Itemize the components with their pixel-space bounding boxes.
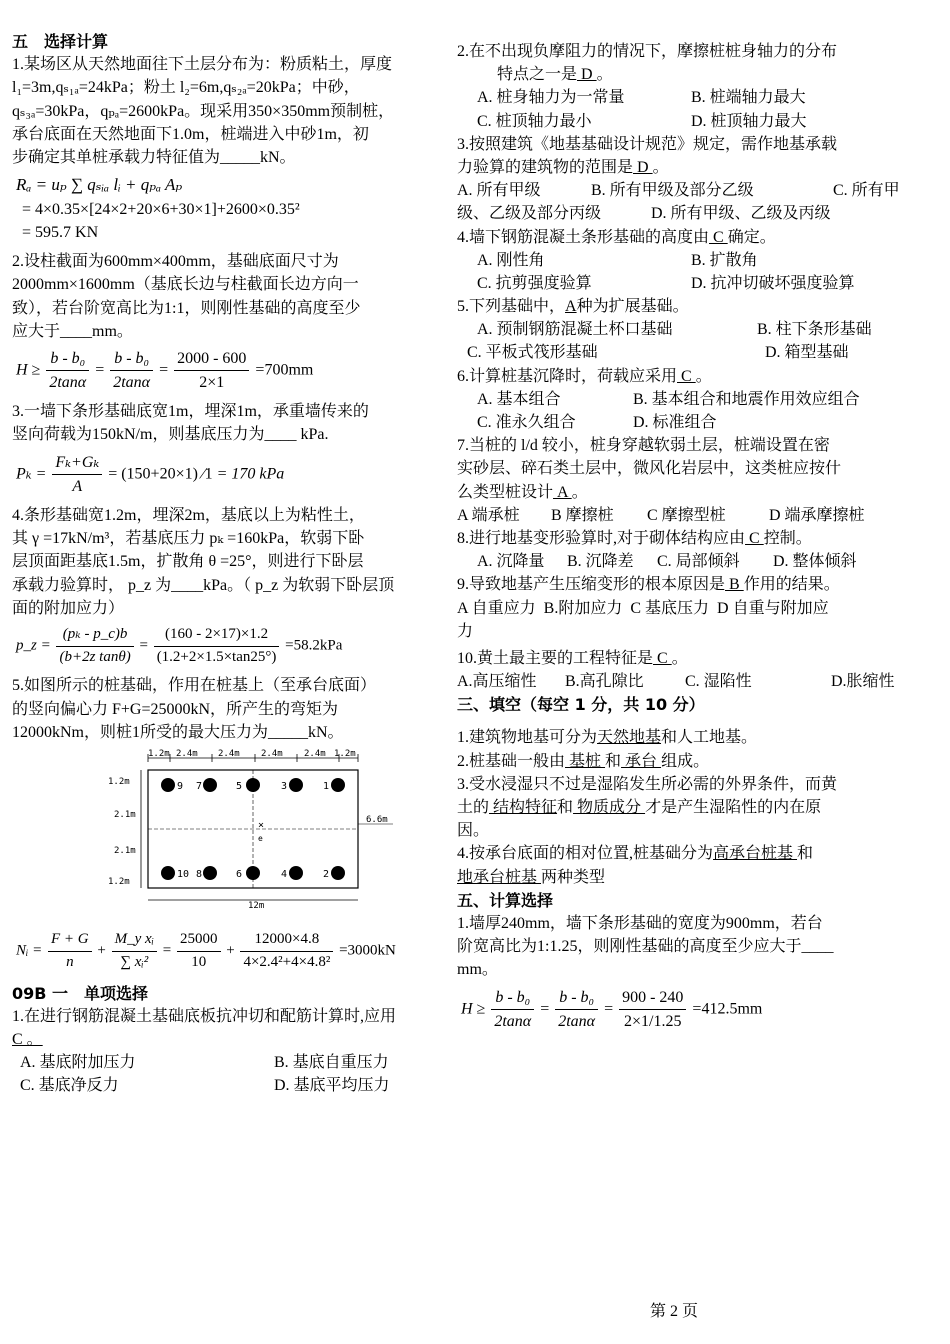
text-line: A 自重应力 B.附加应力 C 基底压力 D 自重与附加应 [457,599,829,617]
option-d: D.胀缩性 [831,673,895,691]
text-line: 其 γ =17kN/m³，若基底压力 pₖ =160kPa，软弱下卧 [12,530,365,548]
text-line: 承载力验算时， p_z 为____kPa。（ p_z 为软弱下卧层顶 [12,576,395,594]
numerator: Fₖ+Gₖ [52,451,102,475]
option-c-cont: 级、乙级及部分丙级 [457,205,602,223]
question-1 [12,53,444,169]
text-line: 地承台桩基 两种类型 [457,868,606,886]
text-line: 2.在不出现负摩阻力的情况下，摩擦桩桩身轴力的分布 [457,43,838,60]
answer: C [745,529,764,547]
center-mark: × [258,820,265,832]
option-b: B. 扩散角 [691,251,758,269]
option-d: D. 所有甲级、乙级及丙级 [651,205,831,223]
formula-lhs: Pₖ = [16,465,47,482]
formula-denominator: 1 [204,465,213,482]
option-c: C. 平板式筏形基础 [467,344,598,362]
pile-3 [289,778,303,792]
option-d: D. 整体倾斜 [773,553,857,571]
option-b: B.高孔隙比 [565,673,644,691]
answer: 高承台桩基 [713,845,798,863]
numerator: F + G [48,929,92,952]
option-row [457,411,917,434]
option-row [457,179,917,202]
option-b: B 摩擦桩 [551,506,614,524]
option-d: D. 抗冲切破坏强度验算 [691,274,855,292]
pile-label: 3 [281,781,288,793]
answer: 承台 [621,752,662,770]
left-dim-2: 2.1m [114,810,136,821]
right-column [457,40,917,1039]
option-c: C. 抗剪强度验算 [477,274,592,292]
text-line: 因。 [457,822,490,840]
text-line: 4.墙下钢筋混凝土条形基础的高度由 C 确定。 [457,228,776,246]
numerator: b - b₀ [46,347,89,371]
formula-lhs: H ≥ [16,361,41,379]
fraction [110,347,153,394]
answer: 天然地基 [597,729,662,747]
answer: A [553,483,572,501]
denominator: 10 [191,953,207,970]
option-b: B. 柱下条形基础 [757,321,872,339]
question-r3 [457,133,917,226]
text-line: 4.条形基础宽1.2m，埋深2m，基底以上为粘性土， [12,507,365,525]
text-line: 阶宽高比为1:1.25，则刚性基础的高度至少应大于____ [457,938,834,956]
answer: C [677,367,696,385]
pile-label: 4 [281,869,288,881]
e-label: e [258,834,263,844]
text-line: 承台底面在天然地面下1.0m，桩端进入中砂1m，初 [12,125,369,143]
text-line: 8.进行地基变形验算时,对于砌体结构应由 C 控制。 [457,529,812,547]
fraction [491,986,534,1033]
numerator: b - b₀ [110,347,153,371]
formula-lhs: p_z = [16,637,51,654]
text-line: 3.按照建筑《地基基础设计规范》规定，需作地基承载 [457,135,838,153]
option-a: A.高压缩性 [457,673,537,691]
formula-lhs: H ≥ [461,999,486,1017]
text-line: 1.墙厚240mm，墙下条形基础的宽度为900mm，若台 [457,914,823,932]
text-line: 2.桩基础一般由 基桩 和 承台 组成。 [457,752,710,770]
pile-label: 10 [177,869,190,881]
formula-line: Rₐ = uₚ ∑ qₛᵢₐ lᵢ + qₚₐ Aₚ [16,175,183,195]
option-c: C. 所有甲 [833,182,900,200]
option-c: C 摩擦型桩 [647,506,726,524]
option-d: D. 标准组合 [633,414,717,431]
text-line: 力验算的建筑物的范围是 D 。 [457,158,669,176]
denominator: n [66,953,74,970]
pile-label: 7 [196,781,203,793]
formula-line: = 595.7 KN [22,223,99,241]
pile-10 [161,866,175,880]
section-title: 五 选择计算 [12,32,109,51]
denominator: 2tanα [113,374,151,392]
option-row [457,670,917,693]
denominator: (1.2+2×1.5×tan25°) [156,648,277,665]
formula-q1 [16,173,444,244]
fraction [112,929,157,974]
numerator: 12000×4.8 [240,929,333,952]
numerator: 25000 [177,929,221,952]
option-c: C. 基底净反力 [20,1077,119,1095]
numerator: 900 - 240 [619,986,686,1010]
text-line: qₛ₃ₐ=30kPa，qₚₐ=2600kPa。现采用350×350mm预制桩， [12,102,395,120]
text-line: 1.某场区从天然地面往下土层分布为：粉质粘土，厚度 [12,56,393,74]
pile-row-bottom [161,866,345,880]
text-line: 力 [457,622,474,640]
text-line: l₁=3m,qₛ₁ₐ=24kPa；粉土 l₂=6m,qₛ₂ₐ=20kPa；中砂， [12,79,360,97]
option-b: B. 基本组合和地震作用效应组合 [633,390,860,408]
fill-blank-3 [457,773,917,843]
question-r10 [457,647,917,693]
pile-4 [289,866,303,880]
formula-q4: p_z = $\frac{\text{(pₖ - p\_c)b}}{\text{(b+2z tanθ)}}$ = $\frac{(160 - 2\times 17)\times 1.2}{(1.2+2\times 1.5\times\tan 25^\circ)}$ =58.2kPa [16,624,444,669]
fill-blank-1 [457,726,917,749]
formula-mid: = (150+20×1) [108,465,198,482]
question-4 [12,504,444,620]
answer: C [709,228,728,246]
question-3 [12,400,444,446]
question-r7 [457,434,917,527]
formula-c1: H ≥ $\frac{\text{b - b₀}}{2\tan\alpha}$ = $\frac{\text{b - b₀}}{2\tan\alpha}$ = $\frac{900 - 240}{2\times 1/1.25}$ =412.5mm [461,986,917,1033]
pile-label: 2 [323,869,330,881]
single-choice-q1 [12,1005,444,1098]
text-line: 么类型桩设计 A 。 [457,483,588,501]
option-c: C. 准永久组合 [477,414,576,431]
question-5 [12,674,444,744]
answer-line: C 。 [12,1031,43,1049]
pile-label: 8 [196,869,203,881]
text-line: 致），若台阶宽高比为1:1，则刚性基础的高度至少 [12,299,361,317]
formula-result: =412.5mm [692,999,763,1017]
fill-blank-4 [457,842,917,888]
fraction [154,624,280,669]
top-dim-1: 1.2m [148,749,170,760]
numerator: b - b₀ [491,986,534,1010]
numerator: 2000 - 600 [174,347,249,371]
pile-2 [331,866,345,880]
pile-1 [331,778,345,792]
left-dim-3: 2.1m [114,846,136,857]
fraction [177,929,221,974]
formula-result: =3000kN [339,942,396,959]
pile-row-top [161,778,345,792]
text-line: 3.一墙下条形基础底宽1m，埋深1m，承重墙传来的 [12,403,369,421]
pile-7 [203,778,217,792]
page-number: 第 2 页 [650,1303,699,1320]
text-line: 层顶面距基底1.5m，扩散角 θ =25°，则进行下卧层 [12,553,364,571]
option-b: B. 所有甲级及部分乙级 [591,182,754,200]
option-c: C. 湿陷性 [685,673,752,691]
answer: C [653,649,672,667]
option-b: B. 沉降差 [567,553,634,571]
pile-label: 9 [177,781,184,793]
denominator: 2tanα [494,1012,532,1030]
top-dim-6: 1.2m [334,749,356,760]
text-line: 7.当桩的 l/d 较小，桩身穿越软弱土层，桩端设置在密 [457,437,830,455]
section-title: 三、填空（每空 1 分，共 10 分） [457,695,705,715]
formula-lhs: Nᵢ = [16,942,43,959]
option-row [457,341,917,364]
option-row [457,550,917,573]
text-line: 应大于____mm。 [12,322,133,340]
fraction [619,986,686,1033]
pile-layout-figure [108,748,444,925]
denominator: 2tanα [49,374,87,392]
answer: 地承台桩基 [457,868,542,886]
text-line: 实砂层、碎石类土层中，微风化岩层中，这类桩应按什 [457,460,842,478]
text-line: 4.按承台底面的相对位置,桩基础分为高承台桩基 和 [457,845,814,863]
left-column [12,30,444,1098]
question-r2 [457,40,917,133]
top-dim-3: 2.4m [218,749,240,760]
question-2 [12,250,444,343]
text-line: 3.受水浸湿只不过是湿陷发生所必需的外界条件，而黄 [457,775,838,793]
denominator: 2tanα [558,1012,596,1030]
pile-8 [203,866,217,880]
answer: 物质成分 [573,799,646,816]
formula-result: = 170 kPa [216,465,285,482]
bottom-dim: 12m [248,901,265,912]
text-line: 1.建筑物地基可分为天然地基和人工地基。 [457,729,758,747]
option-d: D. 桩顶轴力最大 [691,112,807,130]
answer: 基桩 [565,752,606,770]
option-row [457,249,917,272]
section-title: 五、计算选择 [457,890,554,910]
left-dim-1: 1.2m [108,777,130,788]
fraction [56,624,133,669]
option-c: C. 局部倾斜 [657,553,740,571]
formula-q3: Pₖ = $\frac{\text{Fₖ+Gₖ}}{A}$ = (150+20×1) ⁄1 = 170 kPa [16,451,444,498]
option-d: D. 箱型基础 [765,344,849,362]
fraction [46,347,89,394]
denominator: 2×1/1.25 [624,1012,682,1030]
text-line: 面的附加应力） [12,599,125,617]
pile-5 [246,778,260,792]
pile-9 [161,778,175,792]
answer: D [577,66,597,84]
text-line: mm。 [457,961,498,979]
option-d: D 端承摩擦桩 [769,506,865,524]
numerator: (pₖ - p_c)b [56,624,133,647]
fraction [48,929,92,974]
denominator: ∑ xᵢ² [120,953,149,970]
numerator: M_y xᵢ [112,929,157,952]
top-dim-2: 2.4m [176,749,198,760]
pile-layout-diagram [108,748,408,918]
formula-result: =58.2kPa [285,637,343,654]
calc-question-1 [457,912,917,982]
option-row [457,272,917,295]
question-r5 [457,295,917,365]
pile-6 [246,866,260,880]
text-line: 步确定其单桩承载力特征值为_____kN。 [12,148,296,166]
question-r8 [457,527,917,573]
answer: 结构特征 [489,799,558,816]
top-dim-5: 2.4m [304,749,326,760]
option-a: A. 沉降量 [477,553,545,571]
text-line: 特点之一是 D 。 [497,66,613,84]
option-a: A. 基底附加压力 [20,1054,136,1072]
option-row [12,1074,444,1097]
pile-label: 6 [236,869,243,881]
text-line: 6.计算桩基沉降时，荷载应采用 C 。 [457,367,712,385]
option-a: A. 预制钢筋混凝土杯口基础 [477,321,673,339]
formula-q5: Nᵢ = $\frac{F + G}{n}$ + $\frac{\text{M\_y xᵢ}}{\text{∑ xᵢ²}}$ = $\frac{25000}{10}$ + $\frac{12000\times 4.8}{\text{4×2.4²+4×4.8²}}$ =3000kN [16,929,444,974]
text-line: 5.如图所示的桩基础，作用在桩基上（至承台底面） [12,677,377,695]
answer: D [633,158,653,176]
numerator: (160 - 2×17)×1.2 [154,624,280,647]
text-line: 2000mm×1600mm（基底长边与柱截面长边方向一 [12,276,359,294]
numerator: b - b₀ [555,986,598,1010]
text-line: 5.下列基础中，A种为扩展基础。 [457,298,689,316]
option-row [457,388,917,411]
denominator: A [72,477,83,495]
pile-label: 1 [323,781,330,793]
option-row [457,86,917,109]
option-a: A. 基本组合 [477,390,561,408]
option-a: A 端承桩 [457,506,520,524]
top-dim-4: 2.4m [261,749,283,760]
text-line: 1.在进行钢筋混凝土基础底板抗冲切和配筋计算时,应用 [12,1007,397,1025]
formula-result: =700mm [255,361,314,379]
text-line: 9.导致地基产生压缩变形的根本原因是 B 作用的结果。 [457,576,840,594]
option-b: B. 桩端轴力最大 [691,89,806,107]
fill-blank-2 [457,750,917,773]
option-a: A. 刚性角 [477,251,545,269]
fraction [52,451,102,498]
option-row [457,504,917,527]
text-line: 的竖向偏心力 F+G=25000kN，所产生的弯矩为 [12,700,339,718]
text-line: 竖向荷载为150kN/m，则基底压力为____ kPa. [12,426,329,444]
formula-q2: H ≥ $\frac{\text{b - b₀}}{2\tan\alpha}$ = $\frac{\text{b - b₀}}{2\tan\alpha}$ = $\frac{2000 - 600}{2\times 1}$ =700mm [16,347,444,394]
option-row [457,110,917,133]
denominator: 4×2.4²+4×4.8² [243,953,331,970]
text-line: 2.设柱截面为600mm×400mm，基础底面尺寸为 [12,253,339,271]
question-r9 [457,573,917,643]
text-line: 10.黄土最主要的工程特征是 C 。 [457,649,688,667]
formula-line: = 4×0.35×[24×2+20×6+30×1]+2600×0.35² [22,200,300,218]
section-title: 09B 一 单项选择 [12,983,149,1003]
option-a: A. 所有甲级 [457,182,541,200]
right-dim: 6.6m [366,815,388,826]
option-row [12,1051,444,1074]
option-c: C. 桩顶轴力最小 [477,112,592,130]
denominator: (b+2z tanθ) [59,648,131,665]
left-dim-4: 1.2m [108,877,130,888]
pile-label: 5 [236,781,243,793]
question-r4 [457,226,917,296]
option-row [457,202,917,225]
option-a: A. 桩身轴力为一常量 [477,89,625,107]
text-line: 12000kNm，则桩1所受的最大压力为_____kN。 [12,723,344,741]
fraction [174,347,249,394]
answer: A [565,298,577,316]
option-row [457,318,917,341]
text-line: 土的 结构特征和 物质成分 才是产生湿陷性的内在原 [457,799,822,816]
fraction [240,929,333,974]
denominator: 2×1 [199,374,225,392]
answer: B [725,576,744,594]
question-r6 [457,365,917,435]
option-b: B. 基底自重压力 [274,1054,389,1072]
fraction [555,986,598,1033]
option-d: D. 基底平均压力 [274,1077,390,1095]
